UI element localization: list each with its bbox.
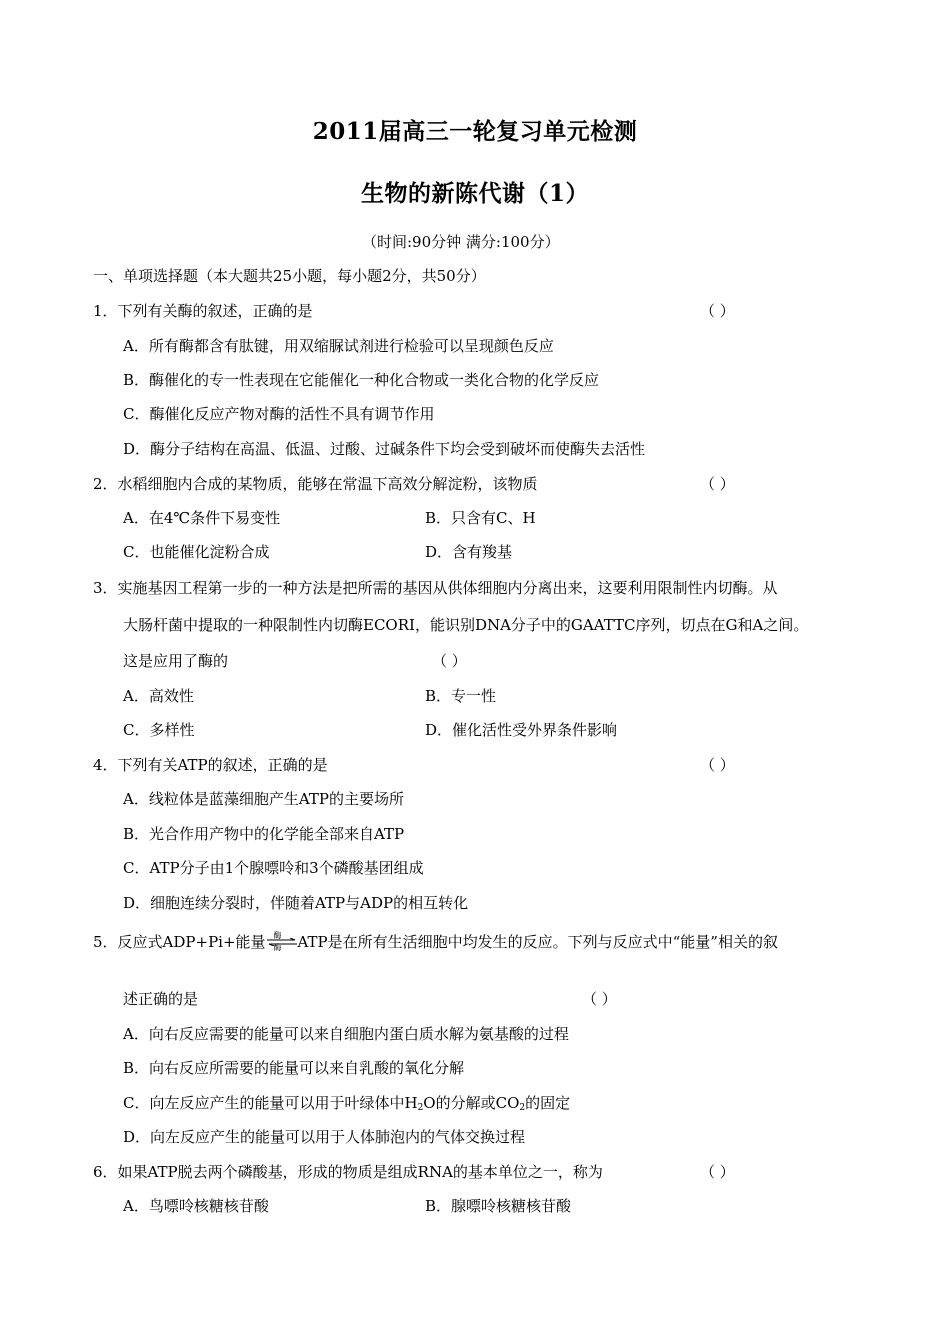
question-4-option-b: B．光合作用产物中的化学能全部来自ATP xyxy=(123,825,405,843)
question-5-option-b: B．向右反应所需要的能量可以来自乳酸的氧化分解 xyxy=(123,1059,465,1077)
question-3-stem-line1: 3．实施基因工程第一步的一种方法是把所需的基因从供体细胞内分离出来，这要利用限制性内切酶。从 xyxy=(93,579,778,597)
question-5-stem-part-b: ATP是在所有生活细胞中均发生的反应。下列与反应式中“能量”相关的叙 xyxy=(297,933,778,951)
question-6-option-b: B．腺嘌呤核糖核苷酸 xyxy=(425,1197,572,1215)
question-5-option-c-part-b: O的分解或CO xyxy=(423,1094,520,1112)
question-6-option-a: A．鸟嘌呤核糖核苷酸 xyxy=(123,1197,269,1215)
section-heading: 一、单项选择题（本大题共25小题，每小题2分，共50分） xyxy=(93,267,486,285)
question-1-stem: 1．下列有关酶的叙述，正确的是 xyxy=(93,302,313,320)
document-subtitle: 生物的新陈代谢（1） xyxy=(360,180,589,207)
question-5-option-c-part-c: 的固定 xyxy=(525,1094,571,1112)
answer-paren-2: （ ） xyxy=(700,475,735,493)
double-harpoon-icon xyxy=(267,938,297,946)
question-5-option-c-part-a: C．向左反应产生的能量可以用于叶绿体中H xyxy=(123,1094,418,1112)
question-5-stem-part-a: 5．反应式ADP+Pi+能量 xyxy=(93,933,266,951)
question-3-stem-line2: 大肠杆菌中提取的一种限制性内切酶ECORI，能识别DNA分子中的GAATTC序列，切点在G和A之间。 xyxy=(123,616,809,634)
reversible-arrow-icon xyxy=(267,932,297,952)
question-2-option-c: C．也能催化淀粉合成 xyxy=(123,543,270,561)
question-1-option-c: C．酶催化反应产物对酶的活性不具有调节作用 xyxy=(123,405,435,423)
question-1-option-a: A．所有酶都含有肽键，用双缩脲试剂进行检验可以呈现颜色反应 xyxy=(123,337,554,355)
answer-paren-6: （ ） xyxy=(700,1163,735,1181)
question-3-stem-line3: 这是应用了酶的 xyxy=(123,652,229,670)
document-title: 2011届高三一轮复习单元检测 xyxy=(312,118,638,145)
question-5-stem-line2: 述正确的是 xyxy=(123,990,199,1008)
time-info: （时间:90分钟 满分:100分） xyxy=(362,233,560,251)
question-5-stem-line1 xyxy=(93,932,778,952)
question-1-option-d: D．酶分子结构在高温、低温、过酸、过碱条件下均会受到破坏而使酶失去活性 xyxy=(123,440,646,458)
question-1-option-b: B．酶催化的专一性表现在它能催化一种化合物或一类化合物的化学反应 xyxy=(123,371,600,389)
subscript-2: 2 xyxy=(417,1103,424,1113)
question-3-option-b: B．专一性 xyxy=(425,687,497,705)
question-2-option-a: A．在4℃条件下易变性 xyxy=(123,509,281,527)
question-2-option-b: B．只含有C、H xyxy=(425,509,536,527)
answer-paren-1: （ ） xyxy=(700,302,735,320)
question-2-stem: 2．水稻细胞内合成的某物质，能够在常温下高效分解淀粉，该物质 xyxy=(93,475,538,493)
question-4-option-d: D．细胞连续分裂时，伴随着ATP与ADP的相互转化 xyxy=(123,894,469,912)
question-2-option-d: D．含有羧基 xyxy=(425,543,513,561)
question-6-stem: 6．如果ATP脱去两个磷酸基，形成的物质是组成RNA的基本单位之一，称为 xyxy=(93,1163,603,1181)
question-5-option-c xyxy=(123,1093,570,1113)
answer-paren-5: （ ） xyxy=(582,990,617,1008)
question-3-option-d: D．催化活性受外界条件影响 xyxy=(425,721,618,739)
question-4-option-c: C．ATP分子由1个腺嘌呤和3个磷酸基团组成 xyxy=(123,859,424,877)
question-4-option-a: A．线粒体是蓝藻细胞产生ATP的主要场所 xyxy=(123,790,404,808)
arrow-label-top: 酶 xyxy=(273,931,282,940)
question-5-option-d: D．向左反应产生的能量可以用于人体肺泡内的气体交换过程 xyxy=(123,1128,526,1146)
question-5-option-a: A．向右反应需要的能量可以来自细胞内蛋白质水解为氨基酸的过程 xyxy=(123,1025,569,1043)
question-3-option-a: A．高效性 xyxy=(123,687,194,705)
answer-paren-4: （ ） xyxy=(700,756,735,774)
answer-paren-3: （ ） xyxy=(432,652,467,670)
question-4-stem: 4．下列有关ATP的叙述，正确的是 xyxy=(93,756,328,774)
subscript-2: 2 xyxy=(519,1103,526,1113)
question-3-option-c: C．多样性 xyxy=(123,721,195,739)
arrow-label-bottom: 酶 xyxy=(273,943,282,952)
